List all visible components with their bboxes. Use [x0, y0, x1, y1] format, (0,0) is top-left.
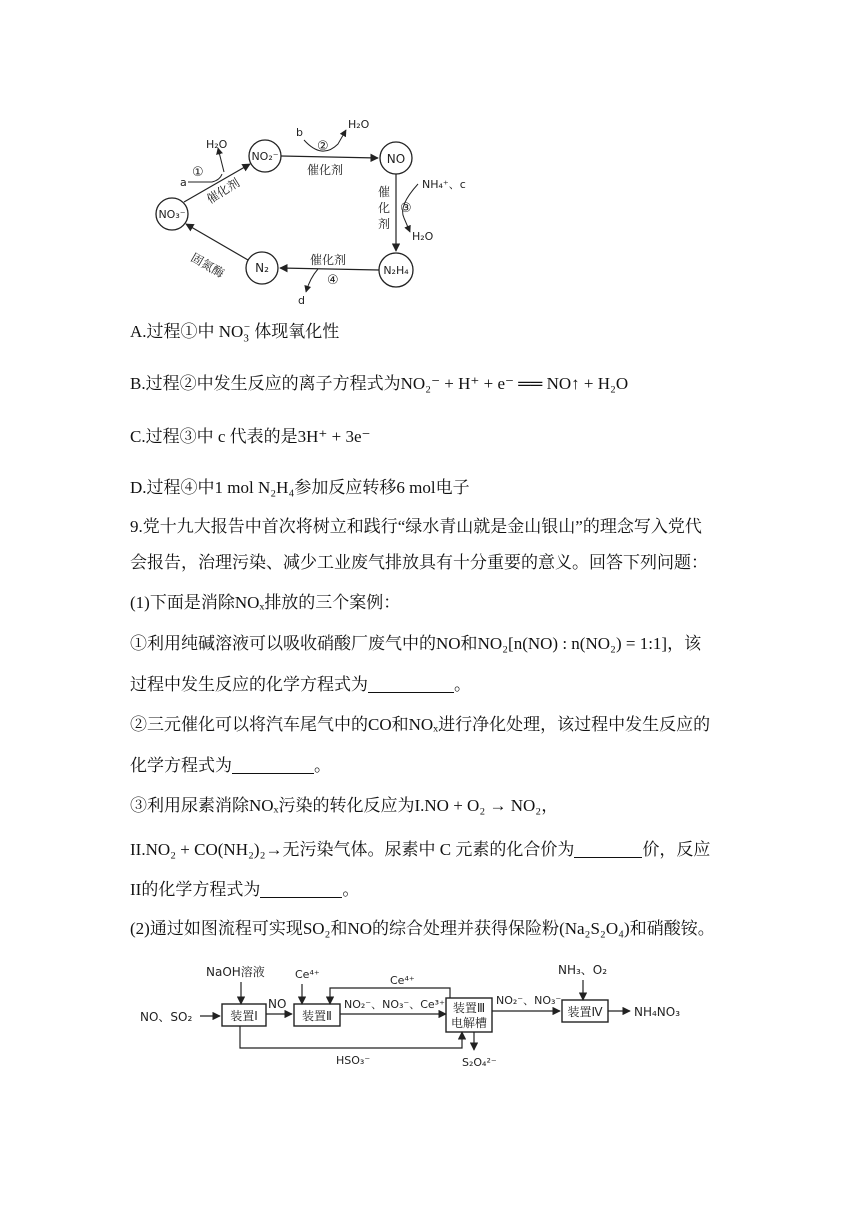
svg-text:b: b	[296, 126, 303, 139]
svg-text:④: ④	[327, 273, 339, 288]
q9-case1: ①利用纯碱溶液可以吸收硝酸厂废气中的NO和NO₂[n(NO) : n(NO₂) = 1:1]，该	[130, 634, 702, 653]
svg-text:d: d	[298, 294, 305, 307]
svg-text:催化剂: 催化剂	[307, 163, 344, 177]
option-c: C.过程③中 c 代表的是3H⁺ + 3e⁻	[130, 427, 371, 446]
q9-line1: 9.党十九大报告中首次将树立和践行“绿水青山就是金山银山”的理念写入党代	[130, 517, 702, 536]
q9-case3: ③利用尿素消除NOₓ污染的转化反应为I.NO + O₂ → NO₂，	[130, 796, 559, 815]
svg-text:固氮酶: 固氮酶	[188, 250, 227, 281]
q9-case2: ②三元催化可以将汽车尾气中的CO和NOₓ进行净化处理，该过程中发生反应的	[130, 715, 711, 734]
svg-text:H₂O: H₂O	[206, 138, 228, 151]
arrow-step2	[281, 156, 378, 158]
svg-text:③: ③	[400, 201, 412, 216]
svg-text:S₂O₄²⁻: S₂O₄²⁻	[462, 1056, 497, 1069]
svg-text:NO、SO₂: NO、SO₂	[140, 1010, 193, 1024]
answer-blank[interactable]	[574, 840, 642, 858]
device-4	[562, 1000, 608, 1022]
svg-text:H₂O: H₂O	[348, 118, 370, 131]
svg-text:催化剂: 催化剂	[310, 253, 347, 267]
svg-text:催: 催	[378, 185, 391, 199]
svg-text:NO: NO	[268, 997, 287, 1011]
q9-line2: 会报告，治理污染、减少工业废气排放具有十分重要的意义。回答下列问题：	[130, 553, 708, 572]
svg-text:NO₂⁻、NO₃⁻: NO₂⁻、NO₃⁻	[496, 994, 562, 1007]
svg-text:NaOH溶液: NaOH溶液	[206, 965, 265, 979]
svg-text:a: a	[180, 176, 187, 189]
svg-text:装置Ⅱ: 装置Ⅱ	[302, 1009, 332, 1023]
svg-text:化: 化	[378, 201, 391, 215]
nitrogen-cycle-diagram	[140, 108, 480, 308]
svg-text:①: ①	[192, 165, 204, 180]
svg-text:NO₃⁻: NO₃⁻	[158, 208, 186, 221]
option-d: D.过程④中1 mol N₂H₄参加反应转移6 mol电子	[130, 478, 470, 497]
device-3	[446, 998, 492, 1032]
node-no	[380, 142, 412, 174]
device-1	[222, 1004, 266, 1026]
svg-text:Ce⁴⁺: Ce⁴⁺	[390, 974, 415, 987]
svg-text:HSO₃⁻: HSO₃⁻	[336, 1054, 371, 1067]
q9-part2: (2)通过如图流程可实现SO₂和NO的综合处理并获得保险粉(Na₂S₂O₄)和硝酸铵。	[130, 919, 715, 938]
svg-text:装置Ⅰ: 装置Ⅰ	[230, 1009, 258, 1023]
svg-text:N₂H₄: N₂H₄	[383, 264, 409, 277]
arrow-step4	[280, 268, 379, 270]
answer-blank[interactable]	[368, 675, 454, 693]
q9-case1-line2: 过程中发生反应的化学方程式为 。	[130, 675, 471, 694]
svg-text:H₂O: H₂O	[412, 230, 434, 243]
svg-text:NH₄NO₃: NH₄NO₃	[634, 1005, 681, 1019]
arrow-d-out	[306, 269, 318, 292]
svg-text:Ce⁴⁺: Ce⁴⁺	[295, 968, 320, 981]
node-no3	[156, 198, 188, 230]
svg-text:催化剂: 催化剂	[204, 175, 243, 207]
svg-text:②: ②	[317, 139, 329, 154]
process-flow-diagram	[140, 956, 720, 1074]
svg-text:NH₃、O₂: NH₃、O₂	[558, 963, 608, 977]
arrow-h2o-out-1	[218, 148, 224, 172]
svg-text:N₂: N₂	[255, 261, 269, 275]
node-no2	[249, 140, 281, 172]
q9-case3-line2: II.NO₂ + CO(NH₂)₂→无污染气体。尿素中 C 元素的化合价为 价，反应	[130, 840, 711, 859]
svg-text:NO₂⁻、NO₃⁻、Ce³⁺: NO₂⁻、NO₃⁻、Ce³⁺	[344, 998, 445, 1011]
node-n2	[246, 252, 278, 284]
answer-blank[interactable]	[232, 756, 314, 774]
svg-text:装置Ⅲ: 装置Ⅲ	[452, 1001, 486, 1015]
option-b: B.过程②中发生反应的离子方程式为NO₂⁻ + H⁺ + e⁻ ══ NO↑ + H₂O	[130, 374, 629, 393]
q9-part1: (1)下面是消除NOₓ排放的三个案例：	[130, 593, 401, 612]
svg-text:NO: NO	[386, 152, 406, 166]
svg-text:装置Ⅳ: 装置Ⅳ	[567, 1005, 603, 1019]
svg-text:电解槽: 电解槽	[450, 1016, 488, 1030]
option-a: A.过程①中 $NO_3^-$ 体现氧化性	[130, 321, 340, 345]
answer-blank[interactable]	[260, 880, 342, 898]
device-2	[294, 1004, 340, 1026]
svg-text:剂: 剂	[378, 217, 391, 231]
node-n2h4	[379, 253, 413, 287]
q9-case2-line2: 化学方程式为 。	[130, 756, 331, 775]
svg-text:NO₂⁻: NO₂⁻	[251, 150, 279, 163]
svg-text:NH₄⁺、c: NH₄⁺、c	[422, 178, 466, 191]
q9-case3-line3: II的化学方程式为 。	[130, 880, 360, 899]
